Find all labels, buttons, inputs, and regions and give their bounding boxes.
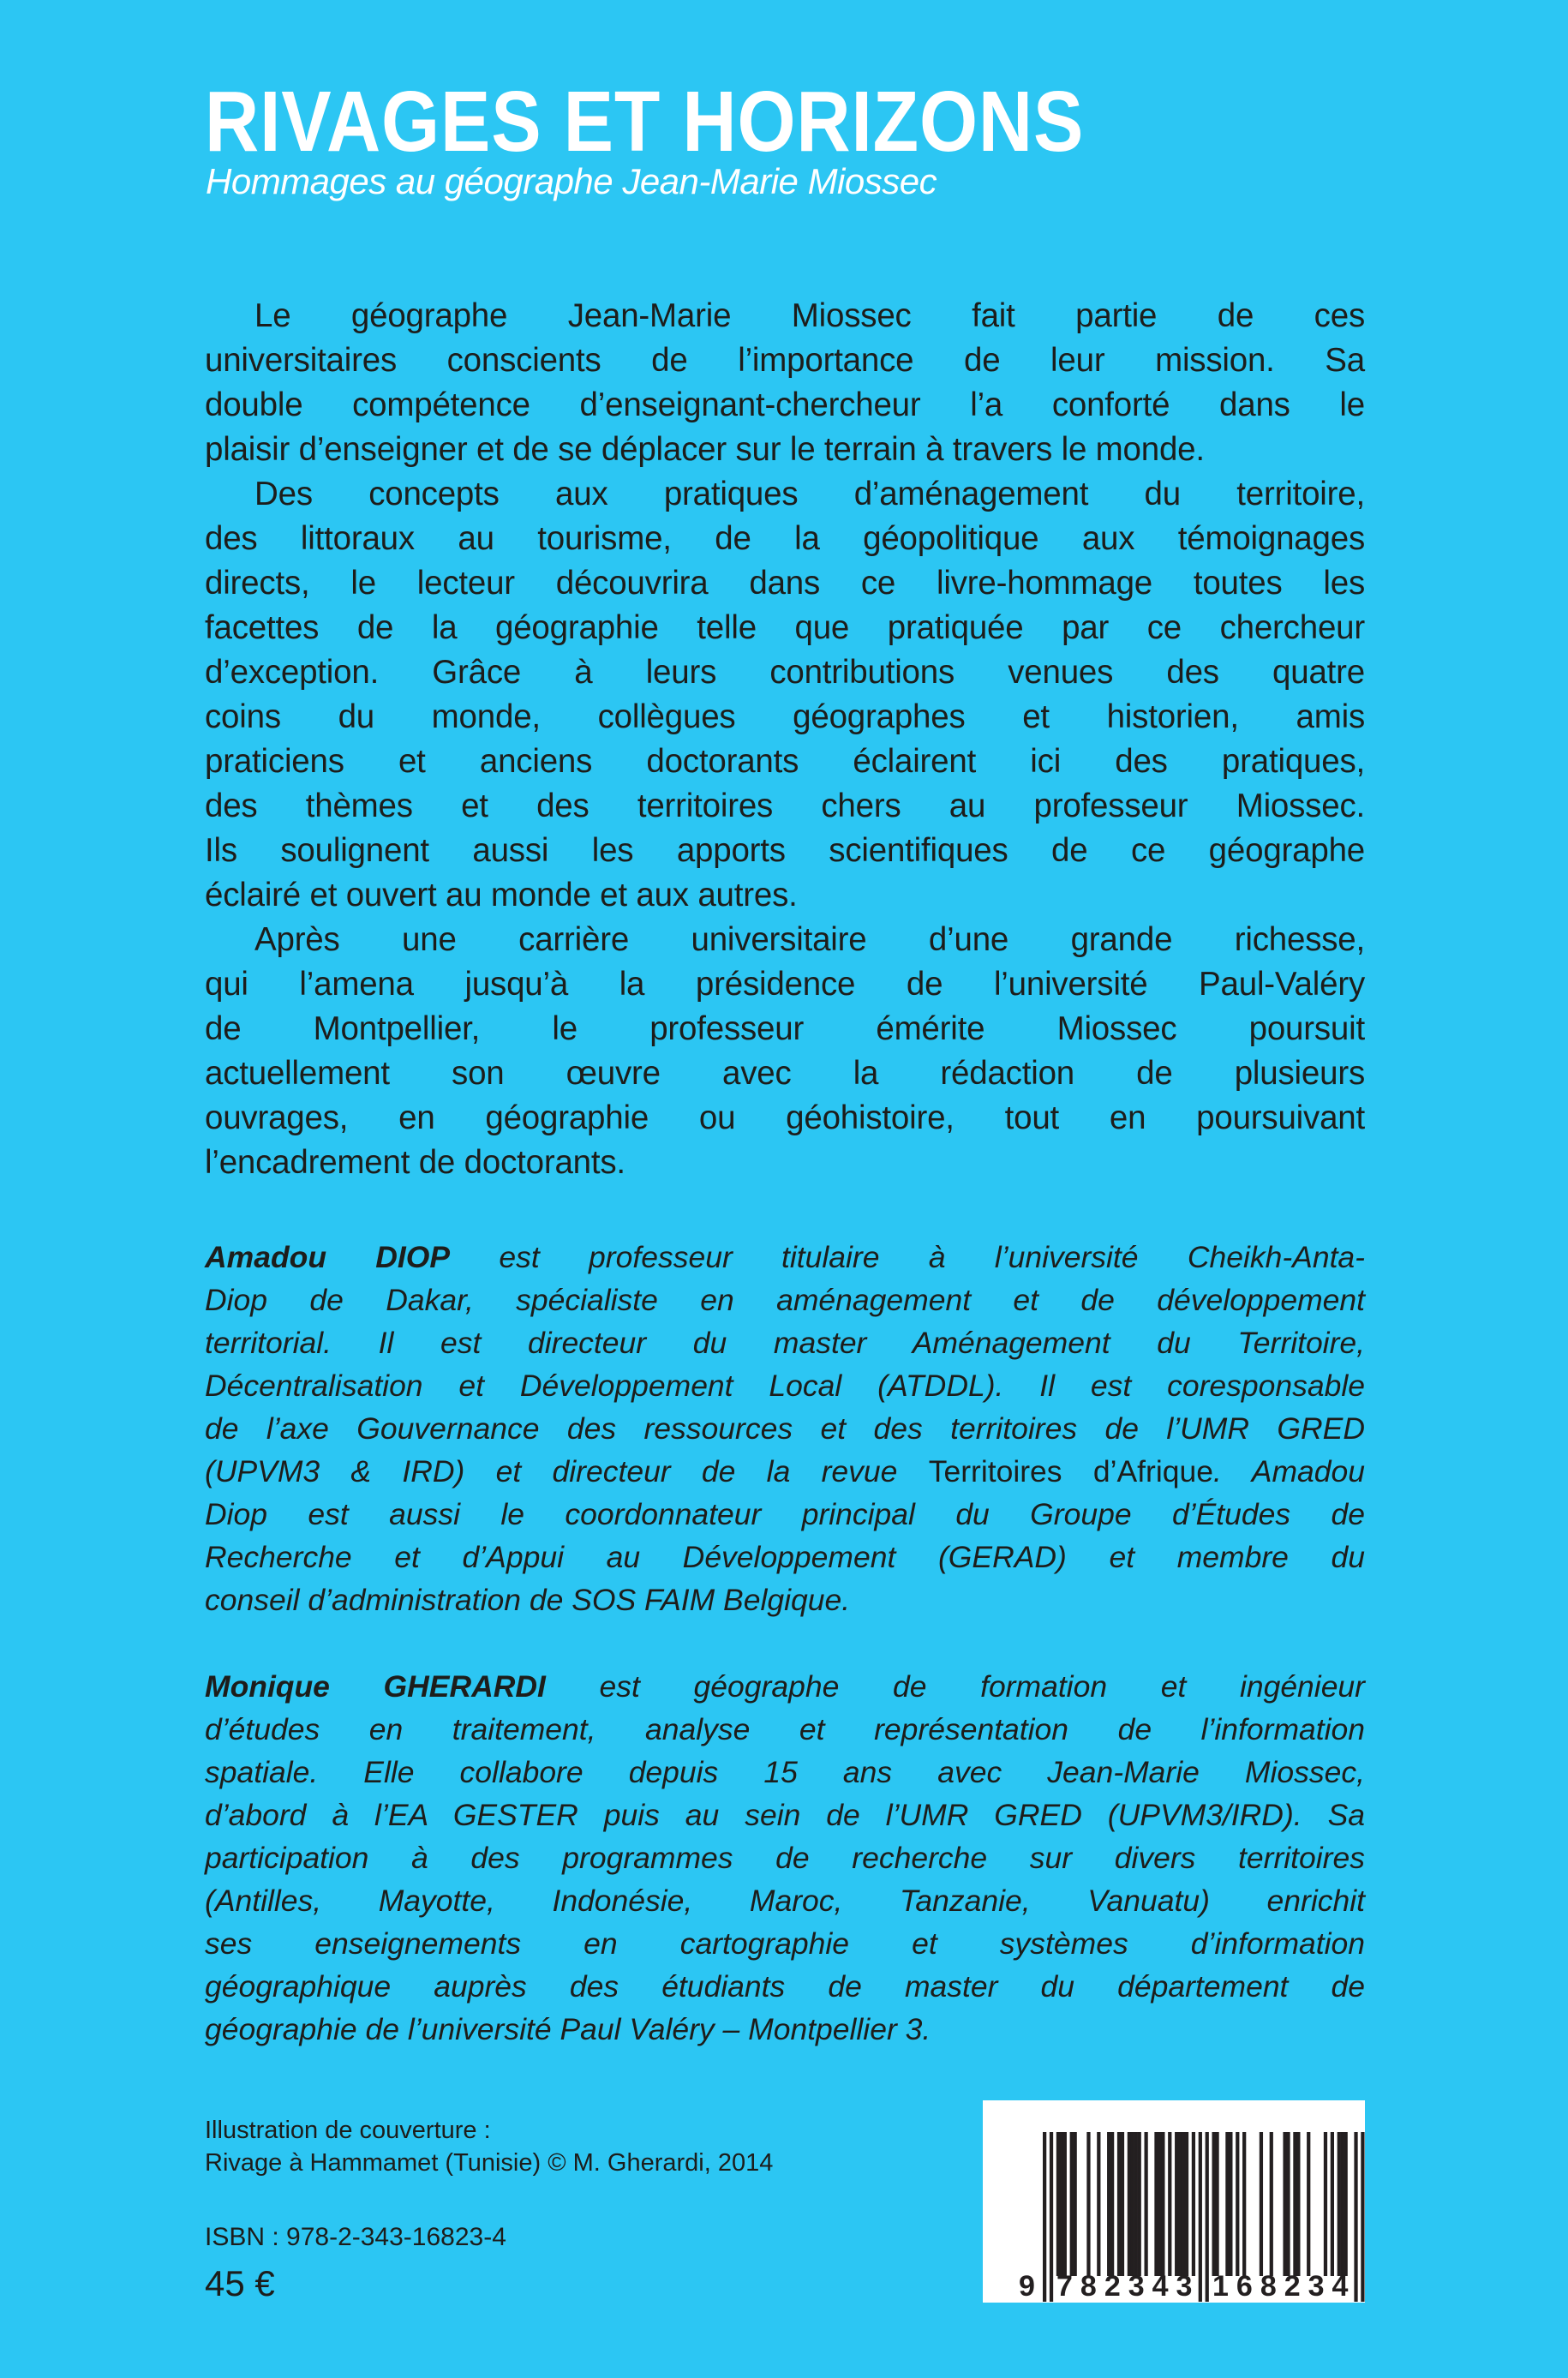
barcode-bar [1131, 2132, 1134, 2276]
text-segment: Décentralisation et Développement Local (ATDDL). Il est coresponsable [205, 1369, 1365, 1403]
text-line [205, 873, 1365, 918]
barcode-bar [1161, 2132, 1164, 2276]
text-segment: Après une carrière universitaire d’une grande richesse, [254, 921, 1365, 958]
text-segment: qui l’amena jusqu’à la présidence de l’université Paul-Valéry [205, 966, 1365, 1003]
text-segment: double compétence d’enseignant-chercheur l’a conforté dans le [205, 386, 1365, 423]
barcode-bar [1242, 2132, 1246, 2276]
barcode-bar [1056, 2132, 1060, 2276]
text-line [205, 918, 1365, 962]
text-line [205, 1879, 1365, 1922]
text-line [205, 517, 1365, 561]
blurb [205, 294, 1365, 1185]
barcode-bar [1107, 2132, 1110, 2276]
text-segment: universitaires conscients de l’importance de leur mission. Sa [205, 342, 1365, 379]
text-segment: Diop de Dakar, spécialiste en aménagement et de développement [205, 1283, 1365, 1317]
text-line [205, 962, 1365, 1007]
illustration-label: Illustration de couverture : [205, 2117, 491, 2144]
text-segment: ses enseignements en cartographie et systèmes d’information [205, 1926, 1365, 1961]
text-segment: facettes de la géographie telle que pratiquée par ce chercheur [205, 609, 1365, 646]
text-line [205, 1493, 1365, 1536]
text-line [205, 1236, 1365, 1279]
text-line [205, 650, 1365, 695]
text-line [205, 294, 1365, 338]
text-line [205, 1321, 1365, 1364]
text-segment: des thèmes et des territoires chers au professeur Miossec. [205, 788, 1365, 824]
text-segment: Ils soulignent aussi les apports scientifiques de ce géographe [205, 832, 1365, 869]
text-line [205, 606, 1365, 650]
barcode-bar [1324, 2132, 1327, 2276]
text-segment: d’abord à l’EA GESTER puis au sein de l’UMR GRED (UPVM3/IRD). Sa [205, 1798, 1365, 1832]
text-segment: d’études en traitement, analyse et représentation de l’information [205, 1712, 1365, 1746]
barcode-bar [1178, 2132, 1182, 2276]
text-line [205, 1965, 1365, 2008]
text-segment: conseil d’administration de SOS FAIM Belgique. [205, 1583, 851, 1617]
text-line [205, 1536, 1365, 1578]
text-segment: géographique auprès des étudiants de master du département de [205, 1969, 1365, 2004]
text-line [205, 1051, 1365, 1096]
text-line [205, 1751, 1365, 1794]
text-segment: territorial. Il est directeur du master Aménagement du Territoire, [205, 1326, 1365, 1360]
text-segment: des littoraux au tourisme, de la géopolitique aux témoignages [205, 520, 1365, 557]
barcode-bar [1175, 2132, 1178, 2276]
barcode-bar [1138, 2132, 1141, 2276]
text-line [205, 338, 1365, 383]
illustration-credit: Rivage à Hammamet (Tunisie) © M. Gherardi, 2014 [205, 2149, 774, 2177]
author-name: Amadou DIOP [205, 1240, 451, 1274]
text-line [205, 784, 1365, 829]
price: 45 € [205, 2263, 275, 2303]
barcode-bar [1185, 2132, 1188, 2276]
text-line [205, 1665, 1365, 1708]
barcode-bar [1110, 2132, 1114, 2276]
text-segment: Le géographe Jean-Marie Miossec fait partie de ces [254, 297, 1365, 334]
text-line [205, 1836, 1365, 1879]
barcode-bar [1296, 2132, 1300, 2276]
barcode-bar [1050, 2132, 1053, 2302]
barcode-bar [1128, 2132, 1131, 2276]
barcode-bar [1236, 2132, 1239, 2276]
barcode-graphic [983, 2100, 1365, 2303]
barcode-bar [1097, 2132, 1100, 2276]
text-segment: praticiens et anciens doctorants éclairent ici des pratiques, [205, 743, 1365, 780]
barcode-bar [1192, 2132, 1195, 2276]
barcode-bar [1338, 2132, 1341, 2276]
text-segment: actuellement son œuvre avec la rédaction de plusieurs [205, 1055, 1365, 1092]
text-segment: (UPVM3 & IRD) et directeur de la revue [205, 1454, 929, 1488]
text-segment: Recherche et d’Appui au Développement (GERAD) et membre du [205, 1540, 1365, 1574]
barcode-bar [1074, 2132, 1077, 2276]
barcode-bar [1341, 2132, 1344, 2276]
text-line [205, 561, 1365, 606]
text-line [205, 1922, 1365, 1965]
barcode-bar [1121, 2132, 1124, 2276]
text-segment: Des concepts aux pratiques d’aménagement du territoire, [254, 476, 1365, 512]
text-segment: directs, le lecteur découvrira dans ce livre-hommage toutes les [205, 565, 1365, 602]
barcode-bar [1331, 2132, 1334, 2276]
text-segment: ouvrages, en géographie ou géohistoire, tout en poursuivant [205, 1099, 1365, 1136]
text-segment: est professeur titulaire à l’université Cheikh-Anta- [450, 1240, 1366, 1274]
barcode-bar [1063, 2132, 1067, 2276]
text-segment: de Montpellier, le professeur émérite Miossec poursuit [205, 1010, 1365, 1047]
barcode-bar [1145, 2132, 1148, 2276]
barcode-bar [1182, 2132, 1185, 2276]
barcode-bar [1154, 2132, 1158, 2276]
barcode-digits-left: 782343 [1056, 2270, 1200, 2303]
barcode-bar [1215, 2132, 1218, 2276]
text-line [205, 740, 1365, 784]
barcode-bar [1043, 2132, 1046, 2302]
text-line [205, 383, 1365, 428]
text-segment: coins du monde, collègues géographes et historien, amis [205, 698, 1365, 735]
author-name: Monique GHERARDI [205, 1669, 546, 1704]
book-title: RIVAGES ET HORIZONS [205, 74, 1085, 170]
text-segment: (Antilles, Mayotte, Indonésie, Maroc, Tanzanie, Vanuatu) enrichit [205, 1884, 1365, 1918]
barcode-bar [1117, 2132, 1121, 2276]
text-line [205, 472, 1365, 517]
text-line [205, 695, 1365, 740]
barcode-bar [1158, 2132, 1161, 2276]
barcode-bar [1168, 2132, 1171, 2276]
text-line [205, 1141, 1365, 1185]
text-segment: spatiale. Elle collabore depuis 15 ans avec Jean-Marie Miossec, [205, 1755, 1365, 1789]
barcode-bar [1060, 2132, 1063, 2276]
text-segment: Diop est aussi le coordonnateur principal du Groupe d’Études de [205, 1497, 1365, 1531]
barcode-bar [1361, 2132, 1364, 2302]
barcode-bar [1260, 2132, 1263, 2276]
text-segment: de l’axe Gouvernance des ressources et des territoires de l’UMR GRED [205, 1411, 1365, 1446]
text-segment: plaisir d’enseigner et de se déplacer sur le terrain à travers le monde. [205, 431, 1205, 468]
text-segment: . Amadou [1212, 1454, 1365, 1488]
barcode-bar [1344, 2132, 1348, 2276]
blurb-paragraph [205, 918, 1365, 1185]
blurb-paragraph [205, 472, 1365, 918]
journal-title: Territoires d’Afrique [928, 1454, 1213, 1488]
barcode-bar [1283, 2132, 1286, 2276]
text-segment: d’exception. Grâce à leurs contributions venues des quatre [205, 654, 1365, 691]
text-line [205, 1794, 1365, 1836]
text-line [205, 1279, 1365, 1321]
text-line [205, 2008, 1365, 2051]
barcode-bar [1225, 2132, 1229, 2276]
barcode-digits-right: 168234 [1212, 2270, 1356, 2303]
text-segment: géographie de l’université Paul Valéry – Montpellier 3. [205, 2012, 931, 2046]
isbn: ISBN : 978-2-343-16823-4 [205, 2223, 506, 2251]
barcode-bar [1070, 2132, 1074, 2276]
barcode-bar [1286, 2132, 1290, 2276]
text-segment: éclairé et ouvert au monde et aux autres. [205, 877, 798, 913]
text-line [205, 1407, 1365, 1450]
barcode-bar [1134, 2132, 1138, 2276]
text-line [205, 829, 1365, 873]
text-line [205, 1007, 1365, 1051]
barcode-bar [1086, 2132, 1090, 2276]
isbn-barcode [983, 2100, 1365, 2303]
text-line [205, 1578, 1365, 1621]
text-segment: l’encadrement de doctorants. [205, 1144, 625, 1181]
barcode-bar [1270, 2132, 1273, 2276]
cover-credit [205, 2114, 773, 2179]
text-line [205, 1364, 1365, 1407]
author-bio-gherardi [205, 1665, 1365, 2051]
text-line [205, 428, 1365, 472]
text-segment: est géographe de formation et ingénieur [545, 1669, 1366, 1704]
barcode-bar [1307, 2132, 1310, 2276]
book-subtitle: Hommages au géographe Jean-Marie Miossec [206, 161, 937, 201]
blurb-paragraph [205, 294, 1365, 472]
barcode-bar [1212, 2132, 1216, 2276]
text-line [205, 1096, 1365, 1141]
barcode-bar [1293, 2132, 1296, 2276]
text-line [205, 1708, 1365, 1751]
text-line [205, 1450, 1365, 1493]
barcode-bar [1206, 2132, 1209, 2302]
barcode-digit-first: 9 [1019, 2270, 1035, 2303]
barcode-bar [1229, 2132, 1232, 2276]
author-bio-diop [205, 1236, 1365, 1621]
text-segment: participation à des programmes de recherche sur divers territoires [205, 1841, 1365, 1875]
